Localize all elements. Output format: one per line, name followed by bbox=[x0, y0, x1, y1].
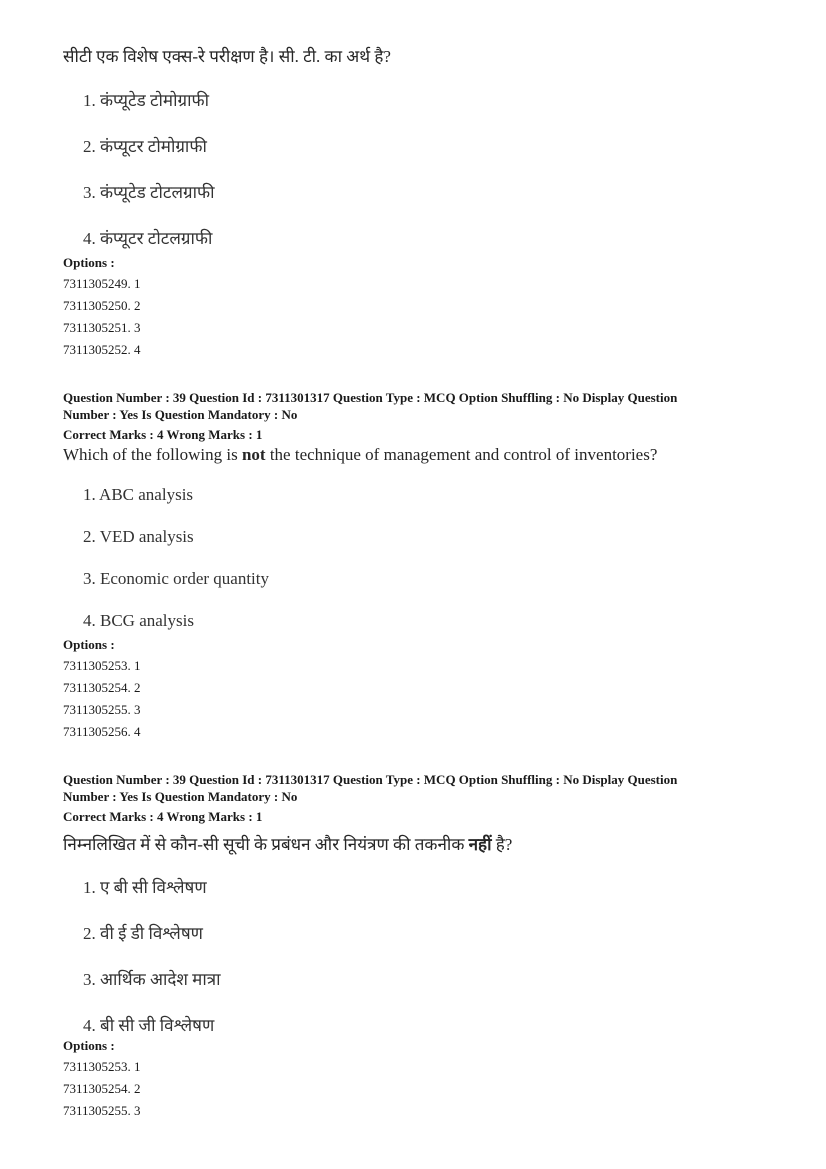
question-meta-line-2: Number : Yes Is Question Mandatory : No bbox=[63, 407, 298, 422]
question-meta-line-1: Question Number : 39 Question Id : 7311301317 Question Type : MCQ Option Shuffling : No Display Question bbox=[63, 390, 678, 405]
option-id-1: 7311305253. 1 bbox=[63, 658, 141, 673]
choice-2: 2. वी ई डी विश्लेषण bbox=[83, 924, 203, 943]
options-label: Options : bbox=[63, 637, 115, 652]
choice-3: 3. Economic order quantity bbox=[83, 569, 270, 588]
choice-3: 3. आर्थिक आदेश मात्रा bbox=[83, 970, 221, 989]
option-id-2: 7311305254. 2 bbox=[63, 1081, 141, 1096]
choice-2: 2. VED analysis bbox=[83, 527, 194, 546]
option-id-2: 7311305250. 2 bbox=[63, 298, 141, 313]
choice-1: 1. कंप्यूटेड टोमोग्राफी bbox=[83, 91, 209, 110]
question-text-english bbox=[63, 445, 657, 465]
option-id-2: 7311305254. 2 bbox=[63, 680, 141, 695]
question-text-post: है? bbox=[491, 835, 513, 854]
choice-3: 3. कंप्यूटेड टोटलग्राफी bbox=[83, 183, 215, 202]
choice-4: 4. BCG analysis bbox=[83, 611, 194, 630]
option-id-4: 7311305252. 4 bbox=[63, 342, 141, 357]
question-text-post: the technique of management and control of inventories? bbox=[265, 445, 658, 464]
marks-line: Correct Marks : 4 Wrong Marks : 1 bbox=[63, 809, 263, 824]
question-emphasis: नहीं bbox=[468, 835, 492, 854]
question-emphasis: not bbox=[241, 445, 266, 464]
option-id-4: 7311305256. 4 bbox=[63, 724, 141, 739]
option-id-1: 7311305253. 1 bbox=[63, 1059, 141, 1074]
option-id-3: 7311305251. 3 bbox=[63, 320, 141, 335]
marks-line: Correct Marks : 4 Wrong Marks : 1 bbox=[63, 427, 263, 442]
choice-1: 1. ए बी सी विश्लेषण bbox=[83, 878, 207, 897]
options-label: Options : bbox=[63, 1038, 115, 1053]
option-id-1: 7311305249. 1 bbox=[63, 276, 141, 291]
question-text-hindi-inventory bbox=[63, 832, 512, 855]
choice-1: 1. ABC analysis bbox=[83, 485, 194, 504]
choice-4: 4. बी सी जी विश्लेषण bbox=[83, 1016, 215, 1035]
choice-4: 4. कंप्यूटर टोटलग्राफी bbox=[83, 229, 213, 248]
question-meta-line-1: Question Number : 39 Question Id : 7311301317 Question Type : MCQ Option Shuffling : No Display Question bbox=[63, 772, 678, 787]
option-id-3: 7311305255. 3 bbox=[63, 702, 141, 717]
question-text-hindi-ct: सीटी एक विशेष एक्स-रे परीक्षण है। सी. टी. का अर्थ है? bbox=[63, 47, 391, 66]
question-text-pre: निम्नलिखित में से कौन-सी सूची के प्रबंधन और नियंत्रण की तकनीक bbox=[63, 835, 469, 854]
question-meta-line-2: Number : Yes Is Question Mandatory : No bbox=[63, 789, 298, 804]
choice-2: 2. कंप्यूटर टोमोग्राफी bbox=[83, 137, 207, 156]
question-text-pre: Which of the following is bbox=[63, 445, 242, 464]
options-label: Options : bbox=[63, 255, 115, 270]
option-id-3: 7311305255. 3 bbox=[63, 1103, 141, 1118]
